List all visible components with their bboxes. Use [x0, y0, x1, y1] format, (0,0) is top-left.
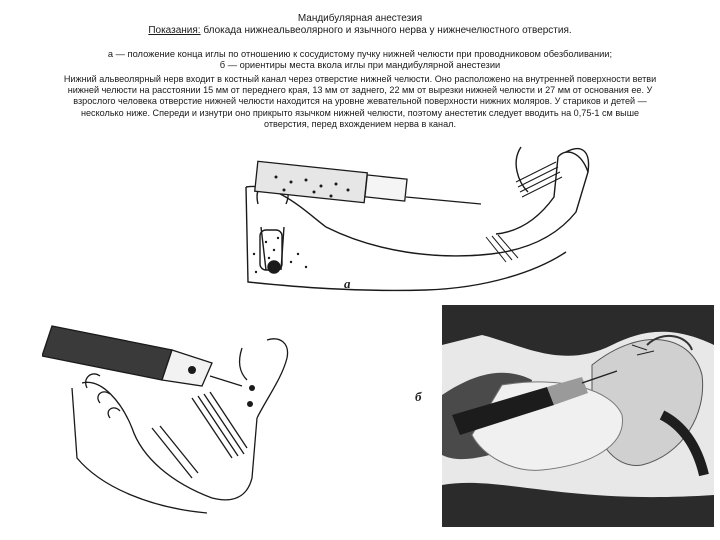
- figure-a-label: а: [344, 276, 351, 291]
- caption-a: а — положение конца иглы по отношению к сосудистому пучку нижней челюсти при проводниковом обезболивании;: [107, 49, 613, 59]
- figure-b-label: б: [415, 389, 422, 404]
- indications-label: Показания:: [148, 25, 201, 36]
- body-line-3: взрослого человека отверстие нижней челюсти находится на уровне жевательной поверхности нижних моляров. У стариков и детей —: [73, 96, 647, 107]
- body-paragraph: [40, 74, 680, 130]
- body-line-5: отверстия, перед вхождением нерва в канал.: [264, 118, 456, 129]
- indications-text: блокада нижнеальвеолярного и язычного нерва у нижнечелюстного отверстия.: [203, 25, 572, 36]
- figure-b-landmarks-illustration: [42, 308, 304, 518]
- indications-line: [0, 25, 720, 36]
- body-line-1: Нижний альвеолярный нерв входит в костный канал через отверстие нижней челюсти. Оно расположено на внутренней поверхности ветви: [63, 74, 657, 84]
- body-line-2: нижней челюсти на расстоянии 15 мм от переднего края, 13 мм от заднего, 22 мм от вырезки нижней челюсти и 27 мм от основания ее. У: [67, 85, 653, 96]
- body-line-4: несколько ниже. Спереди и изнутри оно прикрыто язычком нижней челюсти, поэтому анестетик следует вводить на 0,75-1 см выше: [80, 107, 640, 118]
- figure-captions: [0, 49, 720, 71]
- page-title: Мандибулярная анестезия: [297, 13, 423, 24]
- figure-c-photo: [442, 305, 714, 527]
- figure-a-mandible-illustration: [236, 142, 591, 295]
- caption-b: б — ориентиры места вкола иглы при мандибулярной анестезии: [219, 60, 501, 70]
